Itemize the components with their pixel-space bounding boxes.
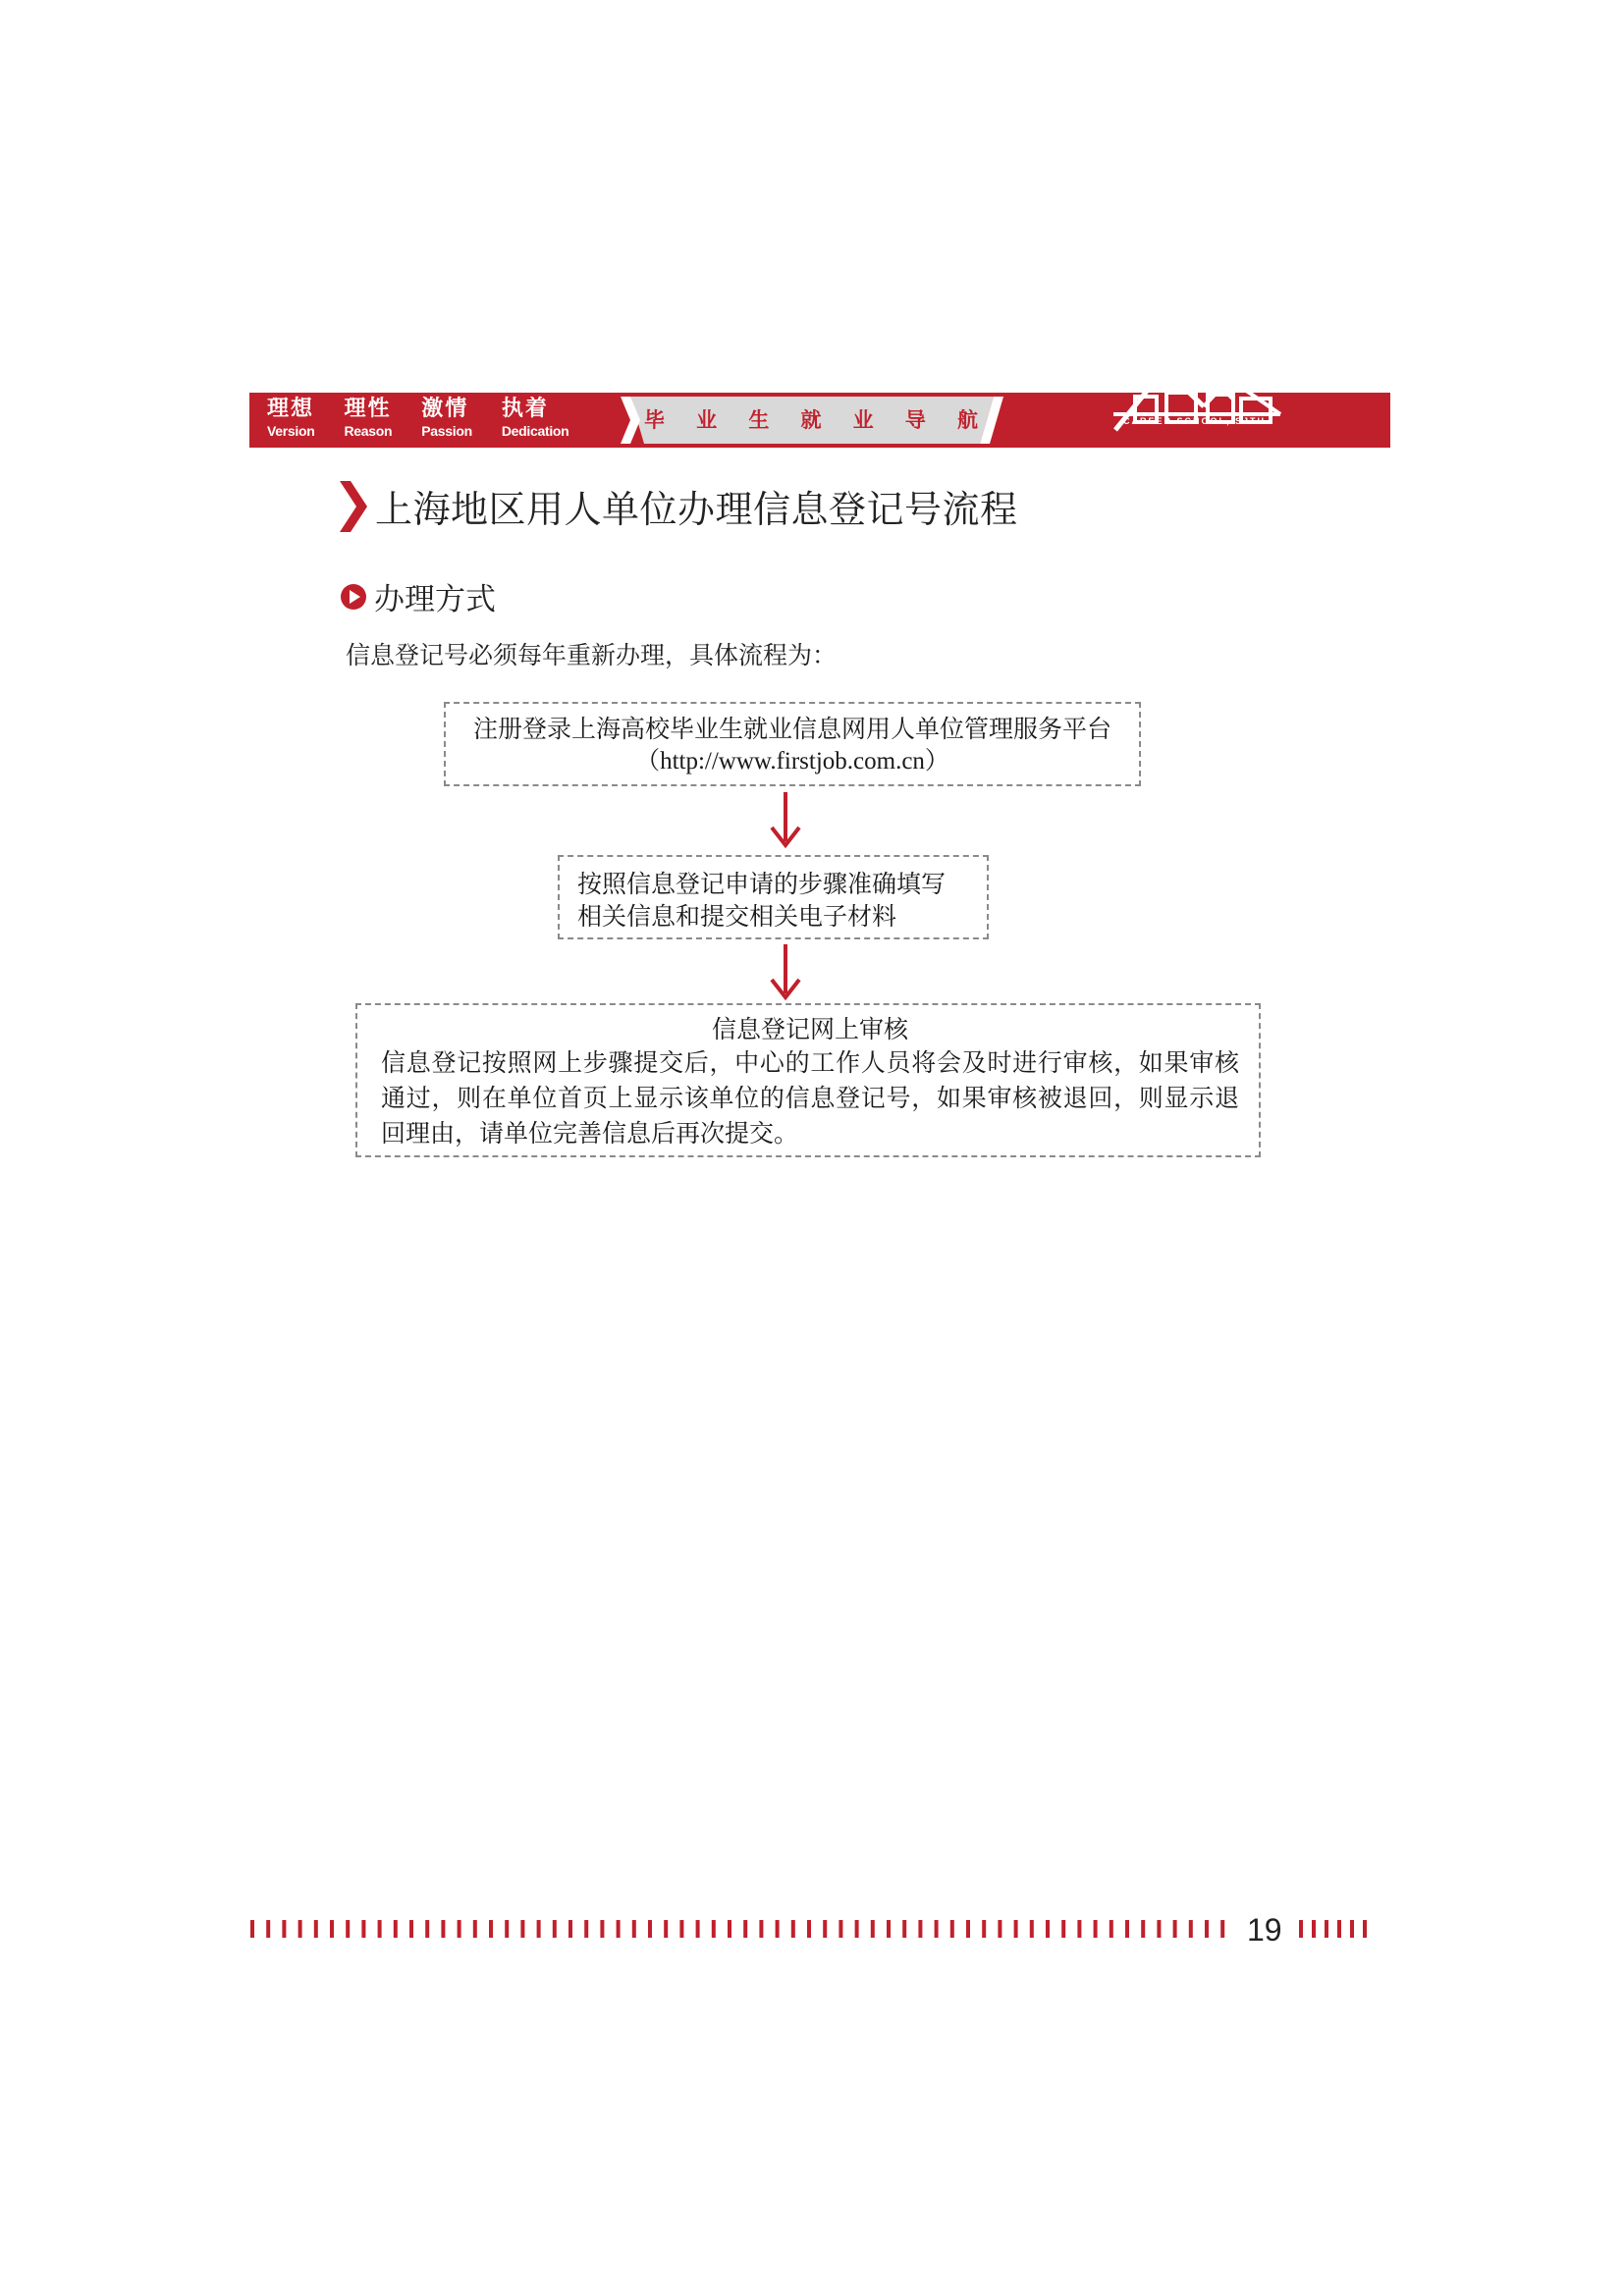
footer-tick	[1125, 1920, 1129, 1938]
footer-tick	[1189, 1920, 1193, 1938]
footer-tick	[266, 1920, 270, 1938]
footer-tick	[632, 1920, 636, 1938]
guide-char: 航	[956, 408, 978, 432]
footer-tick	[712, 1920, 716, 1938]
section-title: 上海地区用人单位办理信息登记号流程	[375, 488, 1018, 531]
footer-tick	[743, 1920, 747, 1938]
motto-group	[267, 397, 598, 440]
footer-tick	[617, 1920, 621, 1938]
footer-tick	[425, 1920, 429, 1938]
footer-tick	[839, 1920, 842, 1938]
arrow-down-icon	[768, 944, 803, 1001]
guide-title	[644, 404, 978, 434]
footer-tick	[1030, 1920, 1034, 1938]
footer-tick	[409, 1920, 413, 1938]
flow-step-1	[444, 702, 1141, 786]
footer-tick	[537, 1920, 541, 1938]
footer-tick	[441, 1920, 445, 1938]
motto-version	[267, 397, 314, 440]
footer-tick	[1312, 1920, 1316, 1938]
footer-tick	[648, 1920, 652, 1938]
footer-tick	[966, 1920, 970, 1938]
motto-passion	[421, 397, 472, 440]
footer-tick	[1350, 1920, 1354, 1938]
footer-tick	[1157, 1920, 1161, 1938]
footer-tick	[1061, 1920, 1065, 1938]
footer-tick	[553, 1920, 557, 1938]
footer-tick	[998, 1920, 1001, 1938]
motto-cn: 执着	[501, 397, 549, 421]
motto-reason	[344, 397, 392, 440]
footer-tick	[935, 1920, 939, 1938]
step1-url: （http://www.firstjob.com.cn）	[635, 748, 949, 774]
footer-tick	[871, 1920, 875, 1938]
footer-tick	[394, 1920, 398, 1938]
step2-line1: 按照信息登记申请的步骤准确填写	[577, 870, 947, 898]
footer-tick	[1337, 1920, 1341, 1938]
footer-tick	[1363, 1920, 1367, 1938]
footer-tick	[776, 1920, 780, 1938]
footer-tick	[473, 1920, 477, 1938]
footer-tick	[298, 1920, 302, 1938]
footer-tick	[250, 1920, 254, 1938]
footer-tick	[1014, 1920, 1018, 1938]
footer-tick	[1173, 1920, 1177, 1938]
guide-char: 就	[800, 408, 822, 432]
play-circle-icon	[341, 584, 366, 610]
guide-char: 毕	[644, 408, 665, 432]
subheading-title: 办理方式	[374, 582, 496, 617]
motto-cn: 理性	[344, 397, 392, 421]
footer-tick	[346, 1920, 350, 1938]
footer-tick	[1325, 1920, 1328, 1938]
motto-cn: 激情	[421, 397, 469, 421]
motto-en: Reason	[344, 423, 393, 439]
footer-tick	[1205, 1920, 1209, 1938]
flow-step-2	[558, 855, 989, 939]
footer-tick	[1110, 1920, 1113, 1938]
section-heading	[340, 479, 1018, 533]
footer-tick	[664, 1920, 668, 1938]
page-number: 19	[1247, 1912, 1282, 1948]
chevron-right-icon	[340, 481, 367, 532]
intro-text: 信息登记号必须每年重新办理，具体流程为：	[346, 641, 838, 669]
footer-tick	[1077, 1920, 1081, 1938]
footer-tick	[600, 1920, 604, 1938]
logo-house-icon	[1113, 359, 1398, 448]
motto-en: Passion	[421, 423, 472, 439]
footer-tick	[791, 1920, 795, 1938]
motto-en: Version	[267, 423, 315, 439]
footer-tick	[759, 1920, 763, 1938]
footer-tick	[728, 1920, 731, 1938]
arrow-down-icon	[768, 792, 803, 849]
footer-tick	[568, 1920, 572, 1938]
guide-char: 导	[904, 408, 926, 432]
footer-tick	[584, 1920, 588, 1938]
footer-tick	[282, 1920, 286, 1938]
footer-tick	[696, 1920, 700, 1938]
footer-tick	[1094, 1920, 1098, 1938]
footer-tick	[1299, 1920, 1303, 1938]
step1-line1: 注册登录上海高校毕业生就业信息网用人单位管理服务平台	[472, 715, 1111, 743]
footer-tick	[314, 1920, 318, 1938]
footer-tick	[679, 1920, 683, 1938]
footer-tick	[902, 1920, 906, 1938]
footer-tick	[950, 1920, 954, 1938]
footer-tick-bar	[1299, 1920, 1378, 1940]
footer-tick	[489, 1920, 493, 1938]
footer-tick	[1046, 1920, 1050, 1938]
step3-body: 信息登记按照网上步骤提交后，中心的工作人员将会及时进行审核，如果审核通过，则在单位首页上显示该单位的信息登记号，如果审核被退回，则显示退回理由，请单位完善信息后再次提交。	[381, 1048, 1239, 1148]
career-school-logo	[1113, 359, 1398, 448]
motto-cn: 理想	[267, 397, 315, 421]
motto-en: Dedication	[501, 423, 569, 439]
guide-char: 生	[748, 408, 770, 432]
footer-tick	[330, 1920, 334, 1938]
footer-tick	[918, 1920, 922, 1938]
step2-line2: 相关信息和提交相关电子材料	[577, 902, 897, 931]
footer-tick	[458, 1920, 461, 1938]
flow-step-3	[355, 1003, 1261, 1157]
footer-tick	[887, 1920, 891, 1938]
logo-text: CAREER SCHOOL, SJTU	[1123, 416, 1267, 426]
footer-tick	[807, 1920, 811, 1938]
guide-char: 业	[696, 408, 718, 432]
footer-tick	[1220, 1920, 1224, 1938]
footer-tick	[1141, 1920, 1145, 1938]
footer-tick-bar	[250, 1920, 1232, 1940]
footer-tick	[505, 1920, 509, 1938]
subheading	[341, 574, 496, 618]
footer-tick	[823, 1920, 827, 1938]
header-banner	[249, 393, 1390, 448]
motto-dedication	[502, 397, 569, 440]
footer-tick	[378, 1920, 382, 1938]
footer-tick	[361, 1920, 365, 1938]
guide-char: 业	[852, 408, 874, 432]
footer-tick	[520, 1920, 524, 1938]
step3-heading: 信息登记网上审核	[711, 1015, 908, 1043]
page-footer	[250, 1912, 1370, 1948]
footer-tick	[982, 1920, 986, 1938]
footer-tick	[855, 1920, 859, 1938]
